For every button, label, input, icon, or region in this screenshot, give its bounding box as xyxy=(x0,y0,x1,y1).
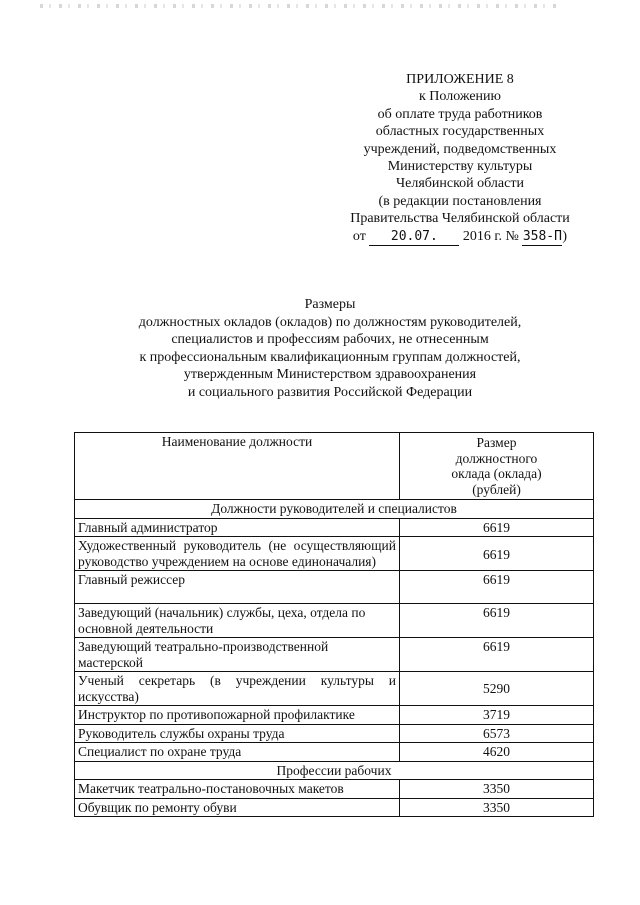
heading-line: специалистов и профессиям рабочих, не отнесенным xyxy=(171,332,489,348)
position-name: Главный режиссер xyxy=(75,571,400,604)
heading-line: и социального развития Российской Федерации xyxy=(187,384,473,400)
appendix-line: (в редакции постановления xyxy=(378,193,542,209)
table-row xyxy=(75,706,594,725)
table-row xyxy=(75,780,594,799)
resolution-date-line xyxy=(330,228,590,246)
table-row xyxy=(75,638,594,672)
column-header-position: Наименование должности xyxy=(75,433,400,500)
position-name: Художественный руководитель (не осуществляющий руководство учреждением на основе единоначалия) xyxy=(75,537,400,571)
table-row xyxy=(75,518,594,537)
position-name: Специалист по охране труда xyxy=(75,743,400,762)
salary-value: 3719 xyxy=(400,706,594,725)
table-header-row xyxy=(75,433,594,500)
date-suffix: ) xyxy=(562,228,568,244)
salary-value: 6619 xyxy=(400,518,594,537)
position-name: Макетчик театрально-постановочных макетов xyxy=(75,780,400,799)
salary-value: 3350 xyxy=(400,780,594,799)
appendix-header xyxy=(330,71,590,246)
heading-line: к профессиональным квалификационным группам должностей, xyxy=(139,349,521,365)
section-header: Должности руководителей и специалистов xyxy=(75,500,594,519)
appendix-line: об оплате труда работников xyxy=(377,106,543,122)
appendix-line: Челябинской области xyxy=(396,176,524,192)
table-row xyxy=(75,724,594,743)
date-prefix: от xyxy=(352,228,366,244)
salary-value: 5290 xyxy=(400,672,594,706)
heading-line: должностных окладов (окладов) по должностям руководителей, xyxy=(138,314,522,330)
salary-table xyxy=(74,432,594,817)
section-header: Профессии рабочих xyxy=(75,761,594,780)
position-name: Инструктор по противопожарной профилактике xyxy=(75,706,400,725)
section-row xyxy=(75,500,594,519)
table-row xyxy=(75,672,594,706)
appendix-line: областных государственных xyxy=(375,124,545,140)
table-row xyxy=(75,537,594,571)
table-row xyxy=(75,798,594,817)
salary-value: 6619 xyxy=(400,537,594,571)
salary-value: 3350 xyxy=(400,798,594,817)
year-text: 2016 г. № xyxy=(462,228,519,244)
position-name: Заведующий (начальник) службы, цеха, отдела по основной деятельности xyxy=(75,604,400,638)
appendix-line: учреждений, подведомственных xyxy=(363,141,557,157)
salary-value: 6619 xyxy=(400,638,594,672)
position-name: Главный администратор xyxy=(75,518,400,537)
salary-value: 4620 xyxy=(400,743,594,762)
scan-artifact xyxy=(40,4,560,8)
document-heading xyxy=(60,296,600,402)
table-row xyxy=(75,604,594,638)
table-row xyxy=(75,571,594,604)
salary-value: 6573 xyxy=(400,724,594,743)
appendix-line: к Положению xyxy=(418,89,501,105)
heading-line: утвержденным Министерством здравоохранения xyxy=(183,367,477,383)
salary-value: 6619 xyxy=(400,604,594,638)
position-name: Заведующий театрально-производственной мастерской xyxy=(75,638,400,672)
position-name: Ученый секретарь (в учреждении культуры и искусства) xyxy=(75,672,400,706)
appendix-line: Правительства Челябинской области xyxy=(350,211,570,227)
column-header-salary: Размер должностного оклада (оклада) (рублей) xyxy=(400,433,594,500)
handwritten-date: 20.07. xyxy=(369,228,459,246)
table-row xyxy=(75,743,594,762)
appendix-title: ПРИЛОЖЕНИЕ 8 xyxy=(406,72,514,87)
handwritten-number: 358-П xyxy=(522,228,562,246)
appendix-line: Министерству культуры xyxy=(387,159,533,175)
section-row xyxy=(75,761,594,780)
position-name: Руководитель службы охраны труда xyxy=(75,724,400,743)
position-name: Обувщик по ремонту обуви xyxy=(75,798,400,817)
salary-value: 6619 xyxy=(400,571,594,604)
heading-line: Размеры xyxy=(304,297,356,312)
